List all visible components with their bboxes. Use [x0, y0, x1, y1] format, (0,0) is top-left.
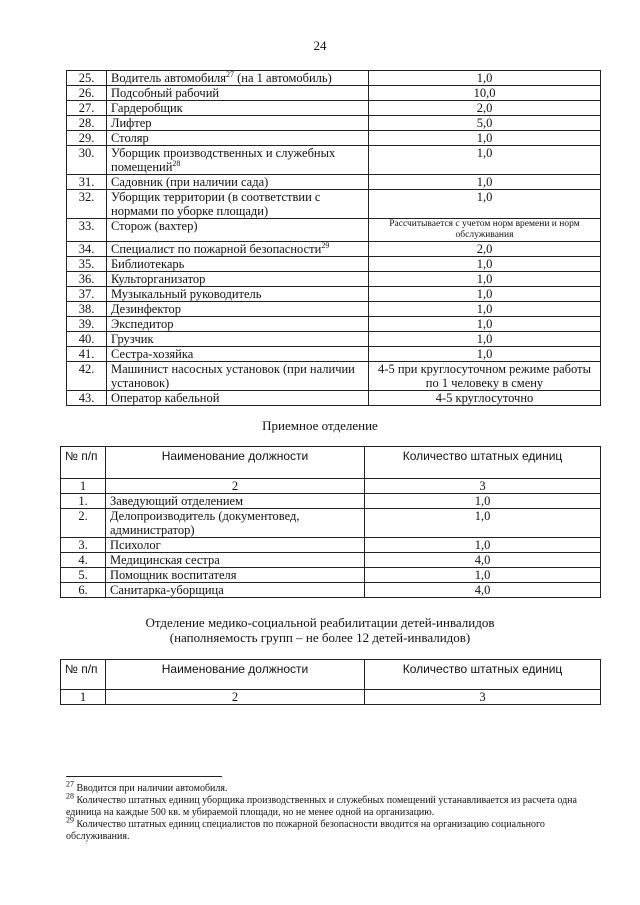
row-number: 6. [61, 583, 106, 598]
header-num: № п/п [61, 660, 106, 690]
staff-count: Рассчитывается с учетом норм времени и норм обслуживания [369, 219, 601, 242]
position-name [107, 302, 369, 317]
table-row [67, 86, 601, 101]
row-number: 33. [67, 219, 107, 242]
table-row [67, 302, 601, 317]
footnote-text: Вводится при наличии автомобиля. [74, 783, 228, 794]
table-row [67, 175, 601, 190]
rehab-title-line2: (наполняемость групп – не более 12 детей-инвалидов) [169, 630, 471, 645]
row-number: 29. [67, 131, 107, 146]
footnote [66, 815, 600, 843]
table-row [67, 71, 601, 86]
position-name [107, 146, 369, 175]
staff-count: 1,0 [369, 302, 601, 317]
reception-title: Приемное отделение [262, 418, 378, 433]
position-name [107, 86, 369, 101]
row-number: 32. [67, 190, 107, 219]
staff-count: 4-5 круглосуточно [369, 391, 601, 406]
position-name [107, 71, 369, 86]
row-number: 43. [67, 391, 107, 406]
position-name [107, 219, 369, 242]
table-row [61, 568, 601, 583]
index-num: 1 [61, 479, 106, 494]
footnote [66, 779, 600, 795]
position-label: Экспедитор [111, 317, 174, 331]
row-number: 38. [67, 302, 107, 317]
position-label: Сторож (вахтер) [111, 219, 198, 233]
position-label: Водитель автомобиля [111, 71, 226, 85]
staff-count: 1,0 [369, 347, 601, 362]
footnote-mark: 27 [66, 779, 74, 789]
index-value: 3 [365, 479, 601, 494]
row-number: 2. [61, 509, 106, 538]
position-label: Оператор кабельной [111, 391, 220, 405]
staff-count: 1,0 [369, 190, 601, 219]
table-row [67, 242, 601, 257]
position-label: Сестра-хозяйка [111, 347, 194, 361]
row-number: 27. [67, 101, 107, 116]
row-number: 26. [67, 86, 107, 101]
table-row [61, 553, 601, 568]
staff-count: 1,0 [369, 146, 601, 175]
footnote-ref: 28 [172, 158, 181, 168]
header-value: Количество штатных единиц [365, 447, 601, 479]
position-name: Делопроизводитель (документовед, администратор) [106, 509, 365, 538]
reception-table [60, 446, 601, 598]
footnote [66, 791, 600, 819]
staff-count: 1,0 [369, 257, 601, 272]
staff-count: 2,0 [369, 242, 601, 257]
staff-count: 1,0 [365, 538, 601, 553]
row-number: 36. [67, 272, 107, 287]
rehab-table [60, 659, 601, 705]
position-name: Медицинская сестра [106, 553, 365, 568]
table-row [67, 287, 601, 302]
row-number: 3. [61, 538, 106, 553]
position-label: Садовник (при наличии сада) [111, 175, 269, 189]
position-label: Столяр [111, 131, 149, 145]
position-name [107, 332, 369, 347]
position-name [107, 317, 369, 332]
row-number: 30. [67, 146, 107, 175]
staff-count: 5,0 [369, 116, 601, 131]
position-name [107, 272, 369, 287]
position-label: Библиотекарь [111, 257, 185, 271]
staff-count: 4,0 [365, 553, 601, 568]
row-number: 31. [67, 175, 107, 190]
table-row [67, 362, 601, 391]
table-row [67, 257, 601, 272]
footnote-text: Количество штатных единиц специалистов по пожарной безопасности вводится на организацию социального обслуживания. [66, 819, 545, 842]
position-name [107, 175, 369, 190]
position-name [107, 131, 369, 146]
row-number: 1. [61, 494, 106, 509]
index-value: 3 [365, 690, 601, 705]
footnotes [66, 779, 600, 843]
position-name [107, 116, 369, 131]
header-value: Количество штатных единиц [365, 660, 601, 690]
staff-count: 1,0 [365, 568, 601, 583]
staff-count: 1,0 [369, 317, 601, 332]
position-name [107, 190, 369, 219]
position-label: Подсобный рабочий [111, 86, 220, 100]
index-num: 1 [61, 690, 106, 705]
position-label: Культорганизатор [111, 272, 206, 286]
position-name: Психолог [106, 538, 365, 553]
footnote-text: Количество штатных единиц уборщика производственных и служебных помещений устанавливается из расчета одна единица на каждые 500 кв. м убираемой площади, но не менее одной на организацию. [66, 795, 577, 818]
position-name: Помощник воспитателя [106, 568, 365, 583]
position-name: Санитарка-уборщица [106, 583, 365, 598]
position-suffix: (на 1 автомобиль) [234, 71, 332, 85]
position-name [107, 391, 369, 406]
header-name: Наименование должности [106, 447, 365, 479]
table-row [61, 583, 601, 598]
index-row [61, 690, 601, 705]
table-row [67, 317, 601, 332]
position-name [107, 242, 369, 257]
row-number: 28. [67, 116, 107, 131]
table-row [61, 494, 601, 509]
index-name: 2 [106, 479, 365, 494]
table-row [61, 538, 601, 553]
position-name [107, 362, 369, 391]
row-number: 40. [67, 332, 107, 347]
rehab-title-line1: Отделение медико-социальной реабилитации детей-инвалидов [145, 615, 495, 630]
footnote-ref: 27 [226, 69, 234, 79]
position-label: Дезинфектор [111, 302, 182, 316]
position-label: Музыкальный руководитель [111, 287, 262, 301]
position-name [107, 287, 369, 302]
footnote-mark: 29 [66, 815, 74, 825]
position-label: Лифтер [111, 116, 152, 130]
staff-table [66, 70, 601, 406]
row-number: 37. [67, 287, 107, 302]
staff-count: 1,0 [365, 494, 601, 509]
staff-count: 4-5 при круглосуточном режиме работы по 1 человеку в смену [369, 362, 601, 391]
staff-count: 4,0 [365, 583, 601, 598]
staff-count: 2,0 [369, 101, 601, 116]
staff-count: 1,0 [369, 131, 601, 146]
table-row [61, 509, 601, 538]
staff-count: 1,0 [369, 287, 601, 302]
position-name [107, 347, 369, 362]
staff-count: 1,0 [369, 332, 601, 347]
header-name: Наименование должности [106, 660, 365, 690]
row-number: 5. [61, 568, 106, 583]
page-number: 24 [313, 38, 327, 53]
row-number: 41. [67, 347, 107, 362]
header-num: № п/п [61, 447, 106, 479]
position-label: Специалист по пожарной безопасности [111, 242, 322, 256]
row-number: 4. [61, 553, 106, 568]
position-name: Заведующий отделением [106, 494, 365, 509]
position-name [107, 257, 369, 272]
row-number: 34. [67, 242, 107, 257]
position-label: Уборщик территории (в соответствии с нормами по уборке площади) [111, 190, 321, 218]
table-row [67, 347, 601, 362]
table-row [67, 219, 601, 242]
row-number: 35. [67, 257, 107, 272]
staff-count: 1,0 [369, 71, 601, 86]
table-row [67, 146, 601, 175]
index-name: 2 [106, 690, 365, 705]
staff-count: 10,0 [369, 86, 601, 101]
index-row [61, 479, 601, 494]
footnote-divider [66, 776, 222, 777]
position-label: Уборщик производственных и служебных помещений [111, 146, 336, 174]
table-row [67, 332, 601, 347]
table-row [67, 101, 601, 116]
position-name [107, 101, 369, 116]
row-number: 39. [67, 317, 107, 332]
table-row [67, 190, 601, 219]
position-label: Грузчик [111, 332, 154, 346]
table-row [67, 116, 601, 131]
footnote-mark: 28 [66, 791, 74, 801]
staff-count: 1,0 [365, 509, 601, 538]
footnote-ref: 29 [321, 240, 330, 250]
table-row [67, 391, 601, 406]
staff-count: 1,0 [369, 175, 601, 190]
row-number: 42. [67, 362, 107, 391]
row-number: 25. [67, 71, 107, 86]
staff-count: 1,0 [369, 272, 601, 287]
position-label: Машинист насосных установок (при наличии установок) [111, 362, 355, 390]
table-row [67, 131, 601, 146]
position-label: Гардеробщик [111, 101, 183, 115]
table-row [67, 272, 601, 287]
